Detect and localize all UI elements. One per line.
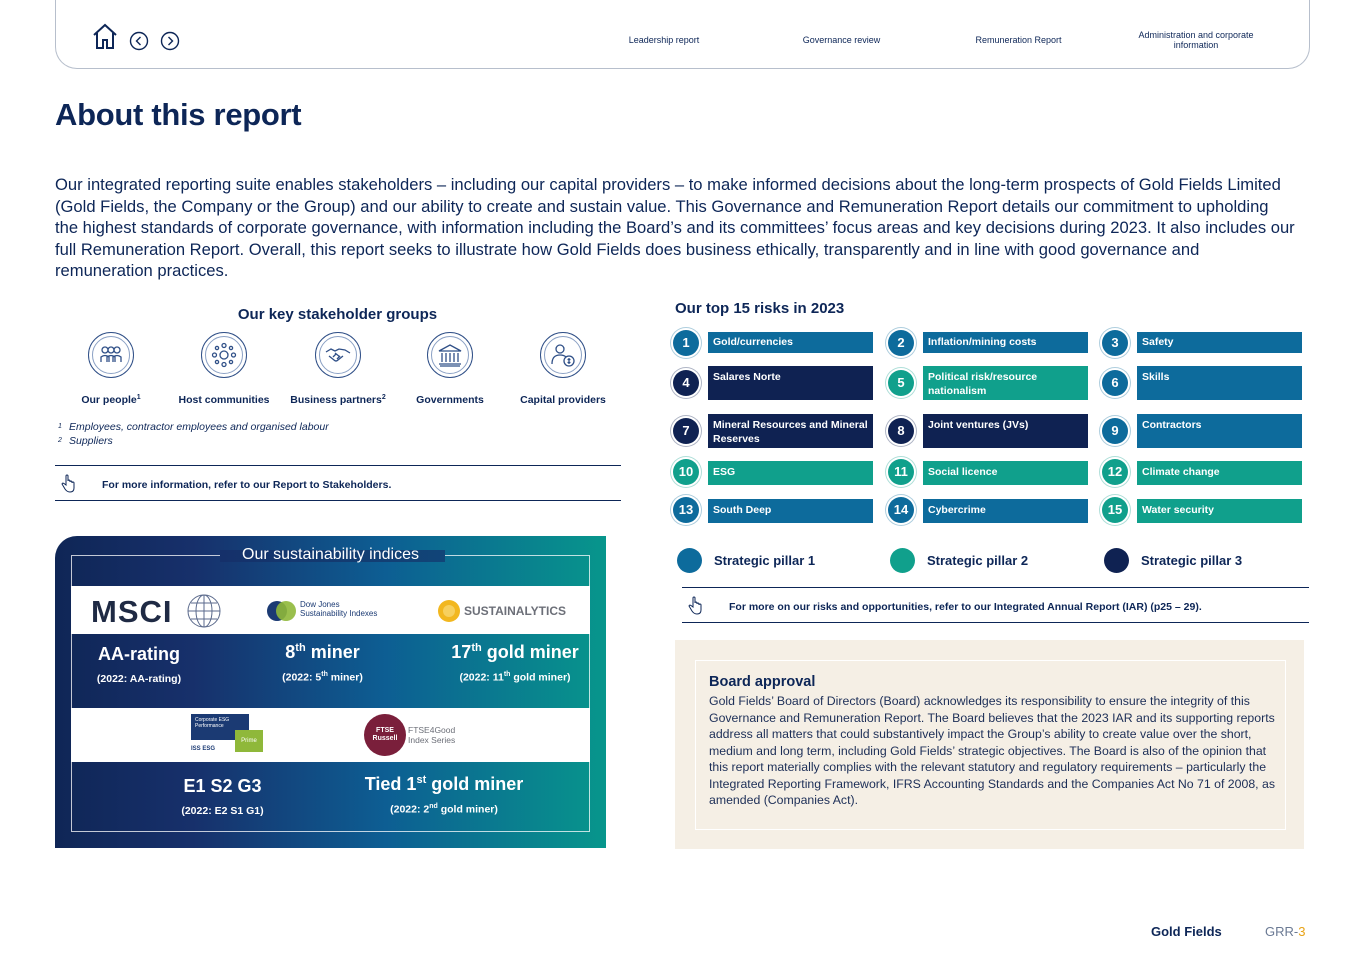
risk-label: Safety (1137, 332, 1302, 353)
indices-logo-band-1 (71, 586, 590, 634)
back-arrow-icon[interactable] (129, 31, 149, 51)
footnote-text: Employees, contractor employees and organised labour (69, 421, 329, 433)
rating-previous-sup: th (321, 671, 328, 678)
pillar-3-swatch (1104, 548, 1129, 573)
stakeholder-governments (390, 332, 510, 406)
rating-value-sup: st (416, 774, 427, 786)
risk-label: Salares Norte (708, 366, 873, 400)
risk-label: Water security (1137, 499, 1302, 523)
risk-number-badge: 9 (1102, 418, 1128, 444)
risk-number-badge: 12 (1102, 459, 1128, 485)
risk-number-badge: 5 (888, 370, 914, 396)
stakeholder-footnote-ref: 1 (136, 394, 141, 401)
risk-number-badge: 15 (1102, 497, 1128, 523)
legend-label: Strategic pillar 2 (927, 553, 1029, 568)
risk-number-badge: 7 (673, 418, 699, 444)
stakeholder-business-partners (278, 332, 398, 406)
rating-value-suffix: gold miner (481, 642, 579, 662)
risks-heading: Our top 15 risks in 2023 (675, 300, 845, 317)
rating-previous: (2022: AA-rating) (96, 673, 182, 685)
risk-label: Climate change (1137, 461, 1302, 485)
sustainability-indices-panel (55, 536, 606, 848)
nav-link-leadership-report[interactable]: Leadership report (628, 35, 700, 45)
pillar-1-swatch (677, 548, 702, 573)
iss-brand-text: ISS ESG (191, 746, 216, 752)
ftse-badge-line2: Russell (372, 735, 398, 742)
risk-label: Inflation/mining costs (923, 332, 1088, 353)
stakeholder-label: Governments (416, 394, 484, 406)
page-number-value: 3 (1298, 924, 1306, 939)
stakeholder-label: Capital providers (520, 394, 606, 406)
risk-number-badge: 2 (888, 330, 914, 356)
sustainalytics-logo-icon (437, 599, 461, 623)
risk-number-badge: 6 (1102, 370, 1128, 396)
rating-previous: (2022: 2 (390, 803, 430, 816)
page-number (1265, 924, 1305, 939)
home-icon[interactable] (92, 22, 118, 50)
rating-previous: (2022: 5 (282, 671, 322, 684)
legend-label: Strategic pillar 1 (714, 553, 816, 568)
dj-logo-line1: Dow Jones (300, 600, 340, 609)
board-approval-title: Board approval (709, 674, 816, 690)
risk-number-badge: 3 (1102, 330, 1128, 356)
rating-value-suffix: miner (305, 642, 360, 662)
ftse-logo-line1: FTSE4Good (408, 725, 456, 735)
rating-value: 17 (451, 642, 472, 662)
nav-link-administration[interactable] (1126, 30, 1266, 50)
iss-logo-line2: Performance (195, 723, 224, 729)
sustainability-title: Our sustainability indices (242, 546, 419, 563)
stakeholders-more-info-text[interactable]: For more information, refer to our Report to Stakeholders. (102, 479, 392, 491)
risk-label: Mineral Resources and Mineral Reserves (708, 414, 873, 448)
board-approval-text: Gold Fields’ Board of Directors (Board) acknowledges its responsibility to ensure the integrity of this Governance and Remuneration Report. The Board believes that the 2023 IAR and its supporting reports address all matters that could substantively impact the Group’s ability to create value over the short, medium and long term, including Gold Fields’ strategic objectives. The Board is also of the opinion that this report materially complies with the relevant statutory and regulatory requirements – particularly the Integrated Reporting Framework, IFRS Accounting Standards and the Companies Act No 71 of 2008, as amended (Companies Act). (709, 694, 1275, 807)
stakeholder-label: Our people (81, 394, 137, 406)
nav-link-administration-line2: information (1173, 40, 1219, 50)
iss-prime-badge: Prime (235, 730, 263, 752)
board-approval-box (675, 640, 1304, 849)
risk-label: Social licence (923, 461, 1088, 485)
rating-previous-sup: th (503, 671, 511, 678)
risk-label: ESG (708, 461, 873, 485)
rating-msci (79, 644, 199, 685)
pointing-hand-icon (61, 474, 77, 494)
government-building-icon (427, 332, 473, 378)
msci-logo-text: MSCI (91, 594, 173, 629)
rating-previous: (2022: 11 (459, 671, 504, 684)
rating-ftse4good (350, 774, 538, 816)
risk-label: Cybercrime (923, 499, 1088, 523)
rating-sustainalytics (440, 642, 590, 684)
risk-label: Political risk/resource nationalism (923, 366, 1088, 400)
risk-number-badge: 1 (673, 330, 699, 356)
ftse-logo-line2: Index Series (408, 735, 456, 745)
rating-value-suffix: gold miner (426, 774, 524, 794)
risk-label: Contractors (1137, 414, 1302, 448)
top-navigation-bar (55, 0, 1310, 69)
risk-number-badge: 13 (673, 497, 699, 523)
dj-logo-line2: Sustainability Indexes (300, 609, 378, 618)
risk-number-badge: 8 (888, 418, 914, 444)
page-title: About this report (55, 97, 302, 132)
pointing-hand-icon (688, 596, 704, 616)
msci-globe-icon (186, 593, 222, 629)
footnote-number: 1 (58, 423, 62, 430)
nav-link-administration-line1: Administration and corporate (1138, 30, 1254, 40)
stakeholder-footnotes (58, 420, 329, 448)
handshake-icon (315, 332, 361, 378)
stakeholder-footnote-ref: 2 (381, 394, 386, 401)
rating-value: E1 S2 G3 (183, 776, 262, 796)
rating-value: AA-rating (98, 644, 180, 664)
rating-previous-suffix: gold miner) (510, 671, 571, 684)
stakeholder-host-communities (164, 332, 284, 406)
rating-dow-jones (260, 642, 385, 684)
rating-previous-sup: nd (429, 803, 438, 810)
rating-iss-esg (155, 776, 290, 817)
sustainalytics-logo-text: SUSTAINALYTICS (464, 604, 567, 618)
rating-value-sup: th (295, 642, 306, 654)
risk-number-badge: 14 (888, 497, 914, 523)
people-group-icon (88, 332, 134, 378)
stakeholder-label: Host communities (178, 394, 270, 406)
stakeholders-heading: Our key stakeholder groups (237, 306, 438, 323)
rating-value: 8 (285, 642, 296, 662)
risks-more-info (682, 587, 1309, 623)
dow-jones-logo-icon (266, 600, 298, 622)
stakeholder-capital-providers (503, 332, 623, 406)
iss-logo-line1: Corporate ESG (195, 717, 230, 723)
footnote-text: Suppliers (69, 435, 113, 447)
nav-link-governance-review[interactable]: Governance review (802, 35, 881, 45)
stakeholders-more-info (55, 465, 621, 501)
risk-label: Joint ventures (JVs) (923, 414, 1088, 448)
risk-label: Skills (1137, 366, 1302, 400)
rating-value-sup: th (471, 642, 482, 654)
community-icon (201, 332, 247, 378)
rating-previous: (2022: E2 S1 G1) (181, 805, 264, 817)
rating-previous-suffix: gold miner) (437, 803, 498, 816)
ftse-badge-line1: FTSE (376, 727, 394, 734)
investor-icon (540, 332, 586, 378)
rating-value: Tied 1 (364, 774, 417, 794)
footnote-number: 2 (58, 437, 62, 444)
forward-arrow-icon[interactable] (160, 31, 180, 51)
ftse-russell-logo (364, 714, 406, 756)
intro-paragraph: Our integrated reporting suite enables stakeholders – including our capital providers – to make informed decisions about the long-term prospects of Gold Fields Limited (Gold Fields, the Company or the Group) and our ability to create and sustain value. This Governance and Remuneration Report details our commitment to upholding the highest standards of corporate governance, with information including the Board’s and its committees’ focus areas and key decisions during 2023. It also includes our full Remuneration Report. Overall, this report seeks to illustrate how Gold Fields does business ethically, transparently and in line with good governance and remuneration practices. (55, 175, 1295, 280)
nav-link-remuneration-report[interactable]: Remuneration Report (975, 35, 1062, 45)
indices-logo-band-2 (71, 708, 590, 762)
stakeholder-label: Business partners (290, 394, 382, 406)
risk-number-badge: 10 (673, 459, 699, 485)
page-prefix: GRR- (1265, 924, 1299, 939)
risks-more-info-text[interactable]: For more on our risks and opportunities, refer to our Integrated Annual Report (IAR) (p25 – 29). (729, 601, 1202, 613)
legend-label: Strategic pillar 3 (1141, 553, 1243, 568)
risk-label: Gold/currencies (708, 332, 873, 353)
risk-number-badge: 11 (888, 459, 914, 485)
risk-label: South Deep (708, 499, 873, 523)
rating-previous-suffix: miner) (327, 671, 363, 684)
msci-logo (91, 594, 173, 630)
risk-number-badge: 4 (673, 370, 699, 396)
pillar-2-swatch (890, 548, 915, 573)
stakeholder-our-people (51, 332, 171, 406)
footer-brand: Gold Fields (1151, 924, 1222, 939)
